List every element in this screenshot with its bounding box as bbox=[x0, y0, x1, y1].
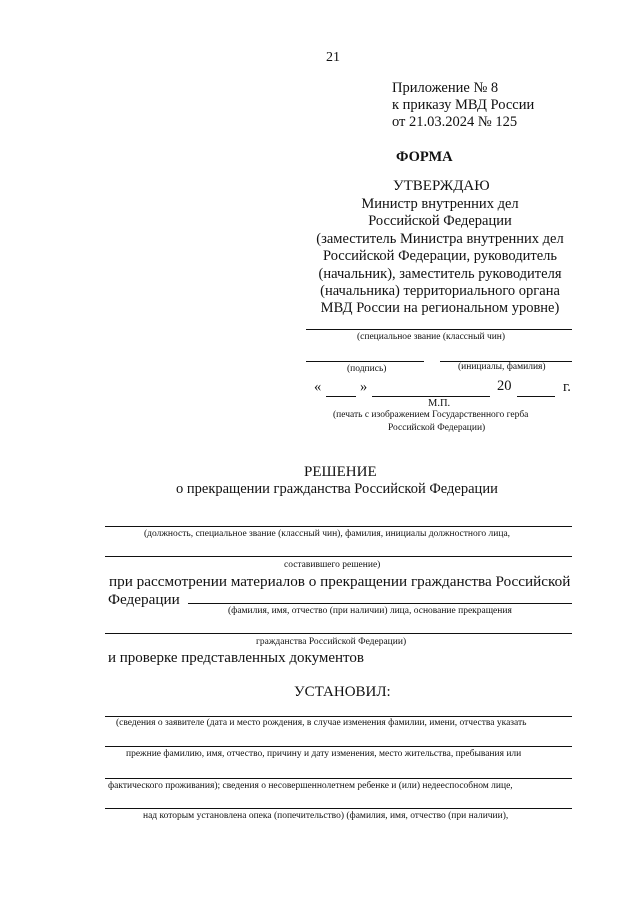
applicant-caption: фактического проживания); сведения о несовершеннолетнем ребенке и (или) недееспособном лице, bbox=[108, 781, 513, 791]
approval-line: Министр внутренних дел bbox=[361, 196, 519, 212]
decision-subtitle: о прекращении гражданства Российской Федерации bbox=[176, 481, 498, 497]
official-field-line-2 bbox=[105, 556, 572, 557]
approval-line: (заместитель Министра внутренних дел bbox=[316, 230, 564, 247]
date-quote-open: « bbox=[314, 379, 322, 395]
applicant-caption: (сведения о заявителе (дата и место рождения, в случае изменения фамилии, имени, отчества указать bbox=[116, 718, 527, 728]
person-field-line bbox=[188, 603, 572, 604]
approval-authority bbox=[300, 196, 580, 318]
applicant-caption: прежние фамилию, имя, отчество, причину и дату изменения, место жительства, пребывания или bbox=[126, 749, 522, 759]
signature-caption: (подпись) bbox=[347, 364, 387, 374]
official-field-line bbox=[105, 526, 572, 527]
person-caption: гражданства Российской Федерации) bbox=[256, 637, 407, 647]
applicant-field-line-4 bbox=[105, 808, 572, 809]
stamp-caption: Российской Федерации) bbox=[388, 423, 486, 433]
page-number: 21 bbox=[326, 50, 340, 65]
decision-title: РЕШЕНИЕ bbox=[304, 464, 377, 480]
date-quote-close: » bbox=[360, 379, 368, 395]
approval-line: МВД России на региональном уровне) bbox=[320, 300, 560, 317]
initials-caption: (инициалы, фамилия) bbox=[458, 362, 546, 372]
official-caption: (должность, специальное звание (классный чин), фамилия, инициалы должностного лица, bbox=[144, 529, 511, 539]
approval-title: УТВЕРЖДАЮ bbox=[393, 178, 490, 194]
consideration-text: при рассмотрении материалов о прекращении гражданства Российской bbox=[109, 573, 571, 590]
established-title: УСТАНОВИЛ: bbox=[294, 684, 391, 700]
person-caption: (фамилия, имя, отчество (при наличии) лица, основание прекращения bbox=[228, 606, 512, 616]
date-year-suffix: г. bbox=[563, 379, 571, 395]
stamp-caption: (печать с изображением Государственного герба bbox=[333, 410, 529, 420]
date-month-line bbox=[372, 396, 490, 397]
date-year-line bbox=[517, 396, 555, 397]
order-date-number: от 21.03.2024 № 125 bbox=[392, 114, 518, 130]
applicant-field-line bbox=[105, 716, 572, 717]
applicant-field-line-2 bbox=[105, 746, 572, 747]
approval-line: Российской Федерации, руководитель bbox=[322, 248, 558, 265]
signature-field-line bbox=[306, 361, 424, 362]
date-year-prefix: 20 bbox=[497, 378, 512, 394]
approval-line: (начальника) территориального органа bbox=[320, 283, 560, 300]
applicant-caption: над которым установлена опека (попечительство) (фамилия, имя, отчество (при наличии), bbox=[143, 811, 509, 821]
approval-line: (начальник), заместитель руководителя bbox=[318, 265, 562, 282]
order-reference: к приказу МВД России bbox=[392, 97, 535, 113]
person-field-line-2 bbox=[105, 633, 572, 634]
consideration-text: Федерации bbox=[108, 591, 180, 608]
applicant-field-line-3 bbox=[105, 778, 572, 779]
form-label: ФОРМА bbox=[396, 149, 453, 165]
stamp-abbr: М.П. bbox=[428, 398, 451, 409]
date-day-line bbox=[326, 396, 356, 397]
official-caption: составившего решение) bbox=[284, 560, 381, 570]
consideration-text: и проверке представленных документов bbox=[108, 650, 364, 666]
rank-caption: (специальное звание (классный чин) bbox=[357, 332, 506, 342]
approval-line: Российской Федерации bbox=[368, 213, 512, 230]
appendix-label: Приложение № 8 bbox=[392, 80, 499, 96]
rank-field-line bbox=[306, 329, 572, 330]
